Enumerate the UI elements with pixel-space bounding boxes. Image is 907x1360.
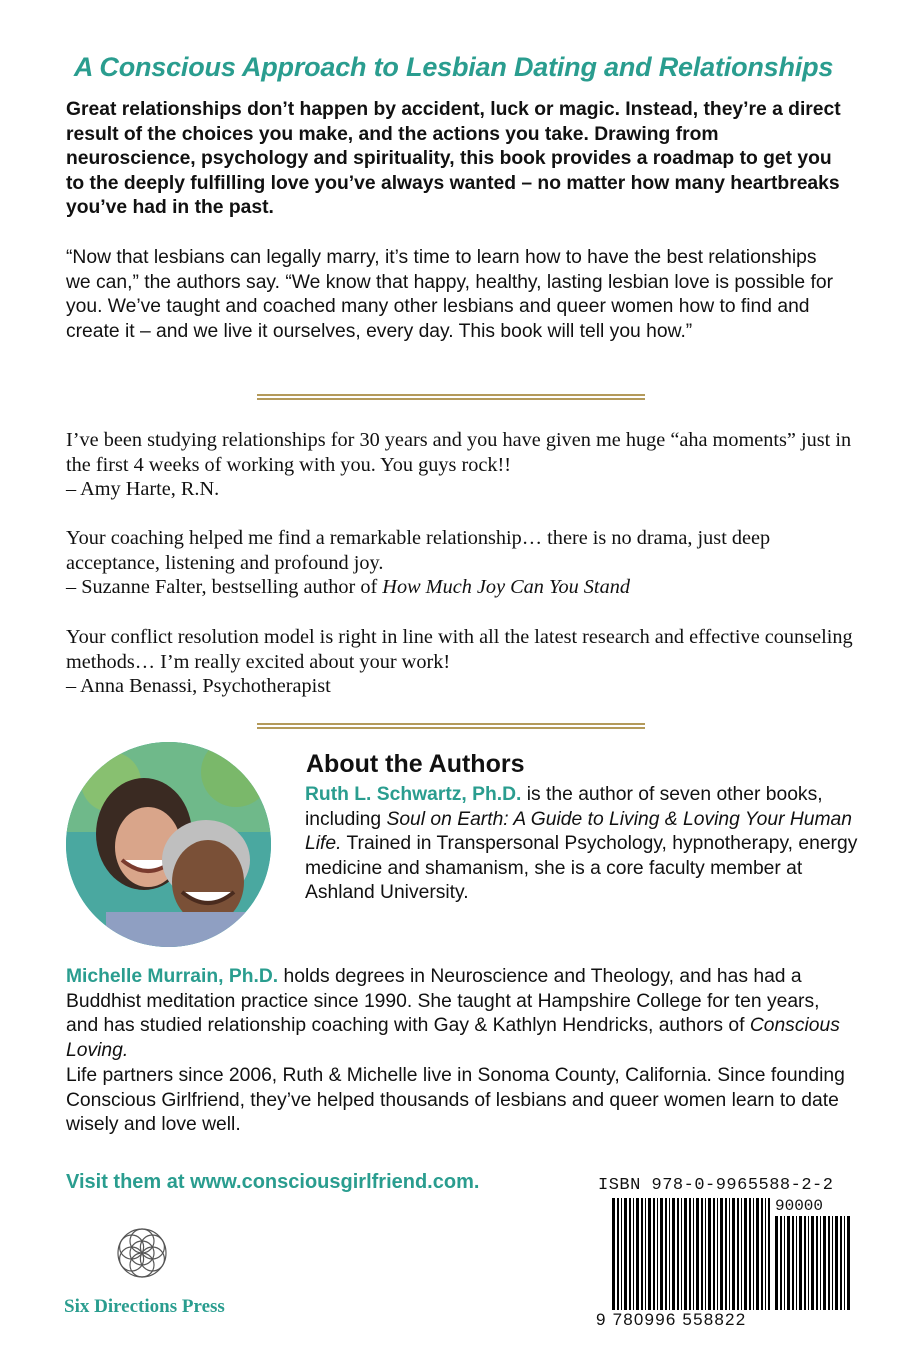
- flower-of-life-icon: [112, 1213, 172, 1293]
- testimonial-text: Your conflict resolution model is right in line with all the latest research and effective counseling methods… I’m really excited about your work!: [66, 626, 853, 673]
- michelle-bio: Michelle Murrain, Ph.D. holds degrees in Neuroscience and Theology, and has had a Buddhist meditation practice since 1990. She taught at Hampshire College for ten years, and has studied relationship coaching with Gay & Kathlyn Hendricks, authors of Conscious Loving.: [66, 966, 840, 1061]
- website-link[interactable]: Visit them at www.consciousgirlfriend.com.: [66, 1171, 480, 1193]
- barcode-addon-number: 90000: [775, 1197, 824, 1215]
- testimonial-attribution: – Anna Benassi, Psychotherapist: [66, 675, 331, 698]
- testimonial: [66, 526, 856, 600]
- barcode-addon: [775, 1216, 850, 1310]
- divider-rule: [257, 394, 645, 400]
- author-name: Ruth L. Schwartz, Ph.D.: [305, 784, 522, 805]
- book-title: Conscious Loving.: [66, 1015, 840, 1061]
- book-title: Soul on Earth: A Guide to Living & Loving Your Human Life.: [305, 808, 853, 855]
- author-name: Michelle Murrain, Ph.D.: [66, 966, 279, 987]
- barcode-digits: 9 780996 558822: [596, 1310, 747, 1329]
- testimonial-text: Your coaching helped me find a remarkable relationship… there is no drama, just deep acceptance, listening and profound joy.: [66, 527, 771, 574]
- barcode: [612, 1198, 770, 1310]
- isbn-label: ISBN 978-0-9965588-2-2: [598, 1176, 834, 1195]
- book-title: How Much Joy Can You Stand: [382, 576, 630, 599]
- authors-quote: “Now that lesbians can legally marry, it’s time to learn how to have the best relationships we can,” the authors say. “We know that happy, healthy, lasting lesbian love is possible for you. We’ve taught and coached many other lesbians and queer women how to find and create it – and we live it ourselves, every day. This book will tell you how.”: [66, 247, 834, 342]
- headline: A Conscious Approach to Lesbian Dating and Relationships: [73, 52, 834, 82]
- testimonial-attribution: – Amy Harte, R.N.: [66, 478, 220, 501]
- about-title: About the Authors: [306, 750, 525, 778]
- testimonial: [66, 625, 856, 699]
- testimonial-text: I’ve been studying relationships for 30 years and you have given me huge “aha moments” just in the first 4 weeks of working with you. You guys rock!!: [66, 429, 852, 476]
- author-photo: [66, 742, 271, 947]
- divider-rule: [257, 723, 645, 729]
- intro-paragraph: Great relationships don’t happen by accident, luck or magic. Instead, they’re a direct result of the choices you make, and the actions you take. Drawing from neuroscience, psychology and spirituality, this book provides a roadmap to get you to the deeply fulfilling love you’ve always wanted – no matter how many heartbreaks you’ve had in the past.: [66, 99, 841, 219]
- testimonial-attribution: – Suzanne Falter, bestselling author of How Much Joy Can You Stand: [66, 576, 630, 599]
- partners-paragraph: Life partners since 2006, Ruth & Michelle live in Sonoma County, California. Since founding Conscious Girlfriend, they’ve helped thousands of lesbians and queer women learn to date wisely and love well.: [66, 1065, 845, 1136]
- testimonial: [66, 428, 856, 502]
- ruth-bio: Ruth L. Schwartz, Ph.D. is the author of seven other books, including Soul on Earth: A Guide to Living & Loving Your Human Life. Trained in Transpersonal Psychology, hypnotherapy, energy medicine and shamanism, she is a core faculty member at Ashland University.: [305, 784, 858, 904]
- publisher-name: Six Directions Press: [64, 1296, 225, 1317]
